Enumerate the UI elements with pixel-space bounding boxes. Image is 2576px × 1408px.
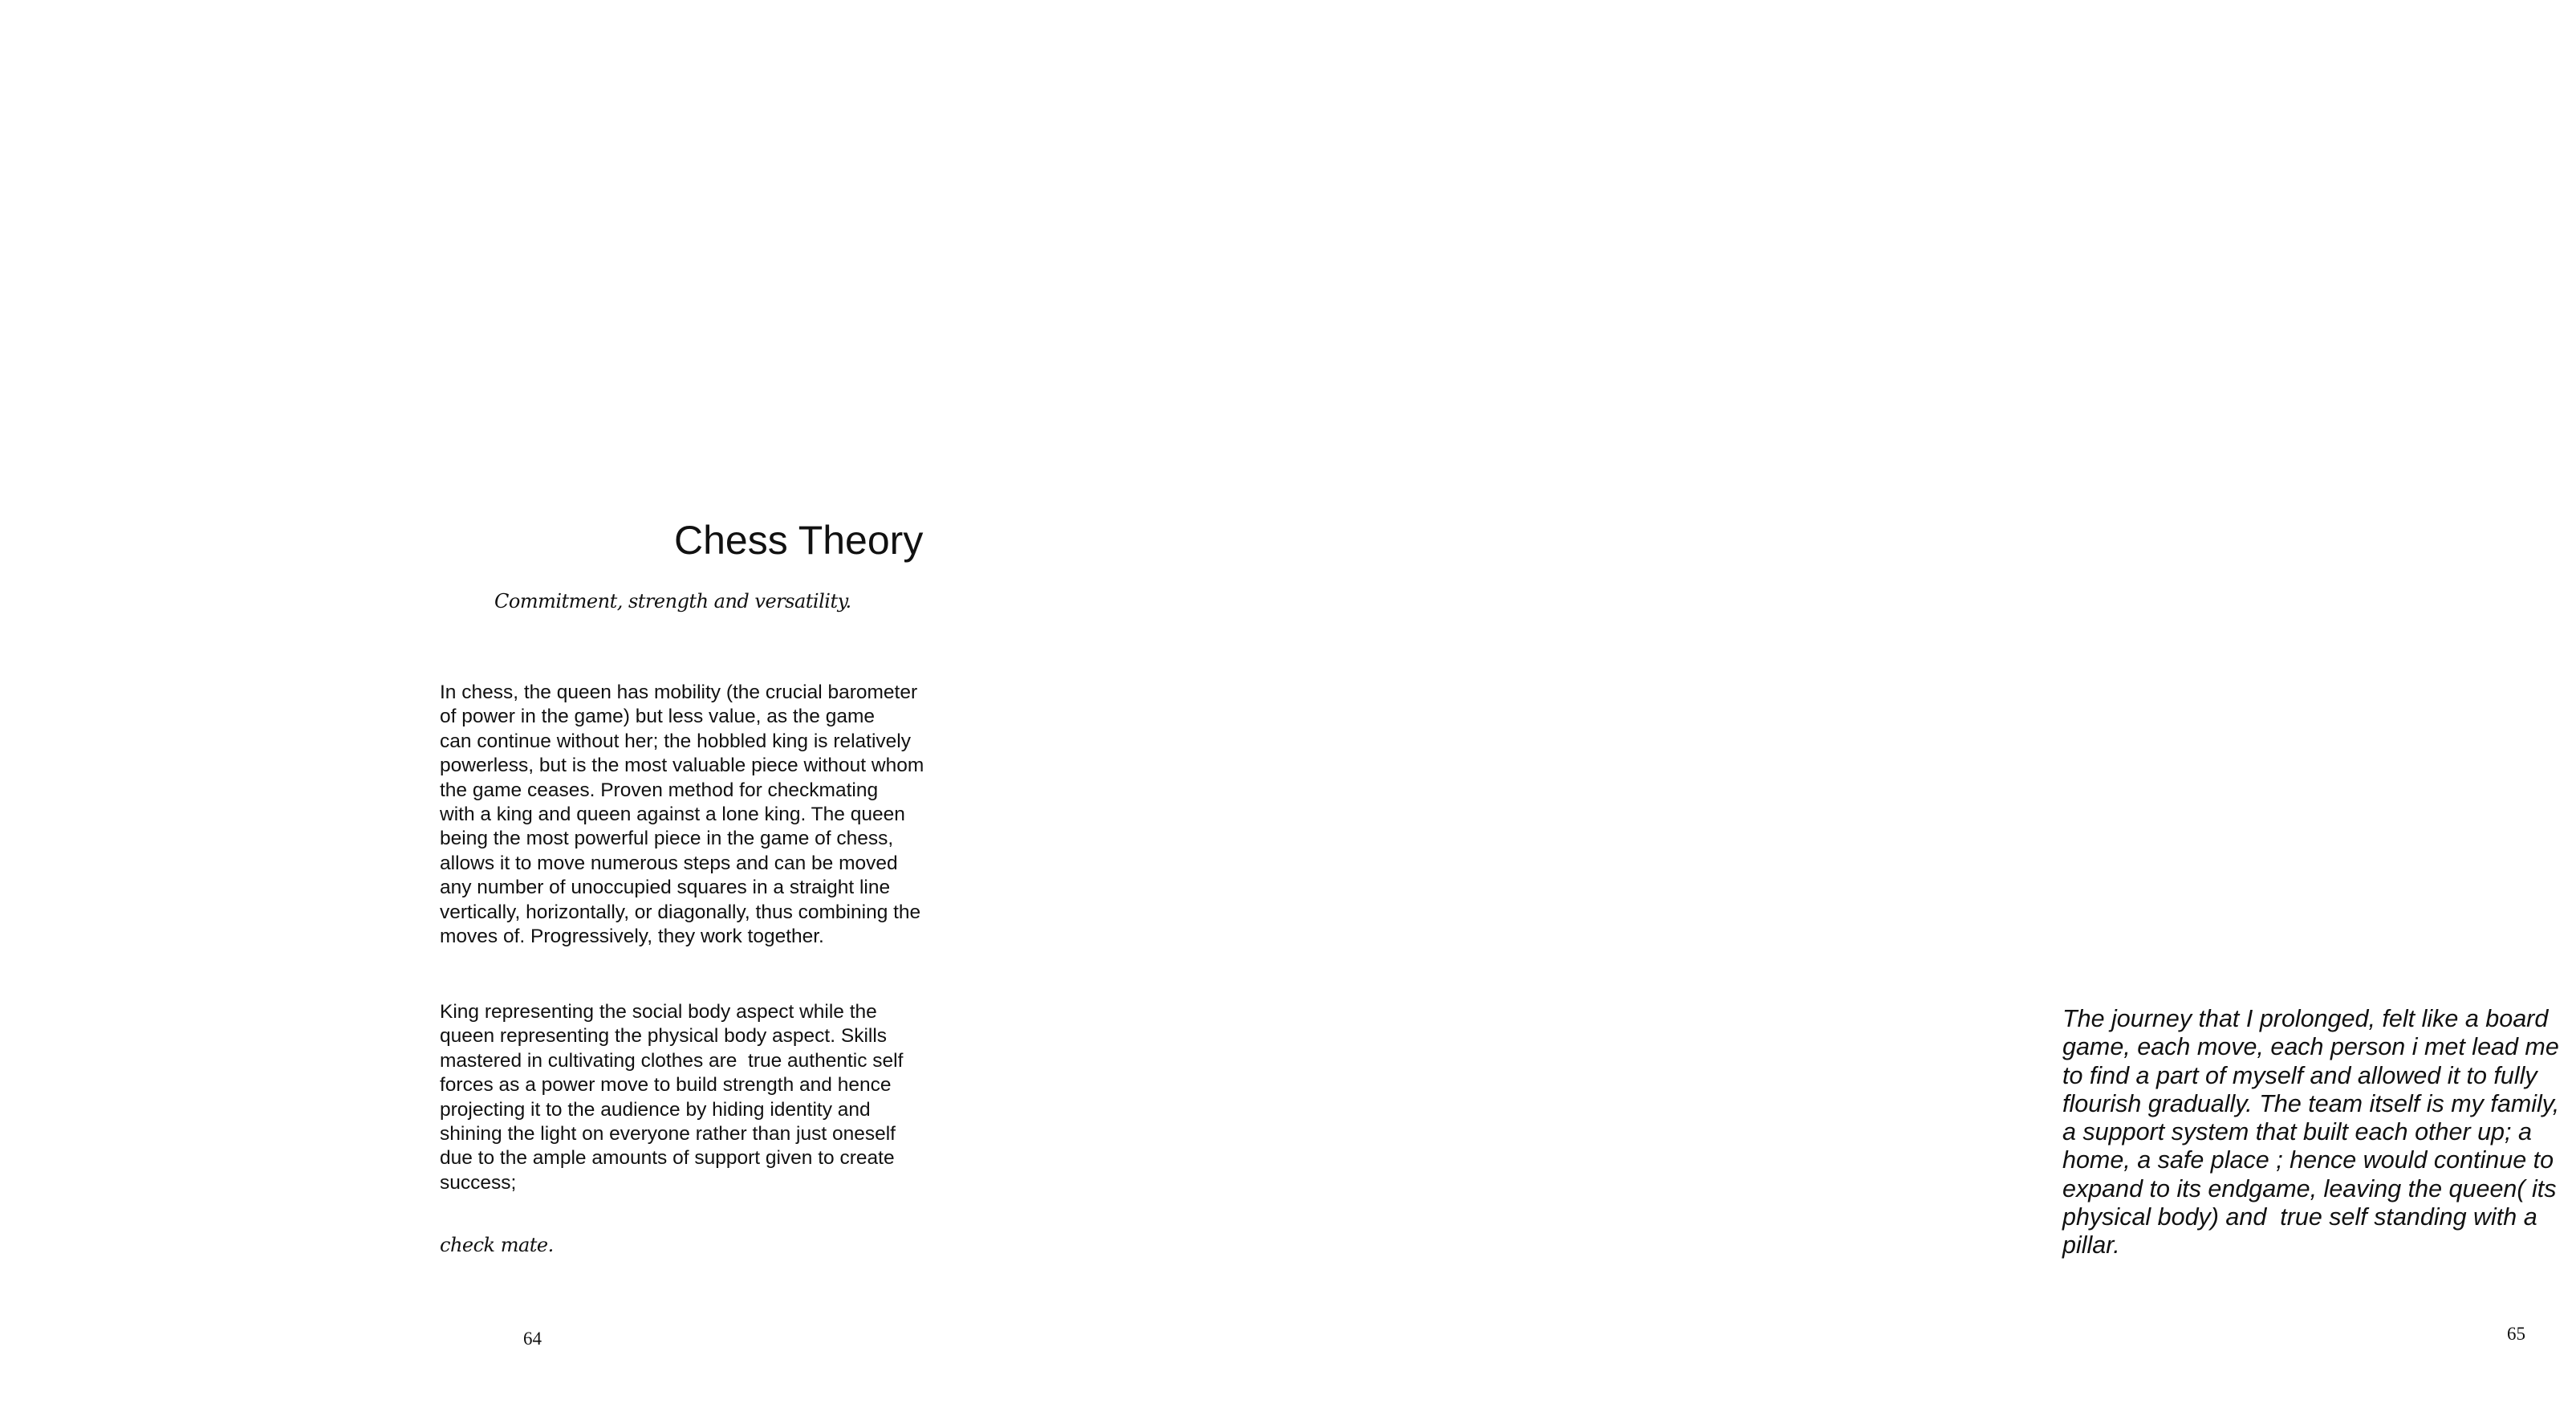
reflection-quote <box>2062 1005 2576 1260</box>
subtitle: Commitment, strength and versatility. <box>494 590 851 612</box>
text-line: In chess, the queen has mobility (the crucial barometer <box>440 682 918 703</box>
text-line: moves of. Progressively, they work together. <box>440 926 824 948</box>
right-page <box>995 0 2560 1408</box>
text-line: queen representing the physical body aspect. Skills <box>440 1025 888 1048</box>
body-paragraph-2 <box>440 1000 961 1195</box>
text-line: being the most powerful piece in the game of chess, <box>440 828 894 850</box>
quote-line: expand to its endgame, leaving the queen( its <box>2062 1174 2557 1202</box>
text-line: success; <box>440 1171 517 1194</box>
body-paragraph-1 <box>440 681 961 949</box>
signoff: check mate. <box>440 1234 554 1256</box>
left-page <box>0 0 995 1408</box>
text-line: any number of unoccupied squares in a straight line <box>440 877 891 899</box>
text-line: can continue without her; the hobbled king is relatively <box>440 730 911 752</box>
page-title: Chess Theory <box>674 518 924 563</box>
quote-line: home, a safe place ; hence would continue to <box>2062 1146 2554 1174</box>
text-line: mastered in cultivating clothes are true authentic self <box>440 1049 904 1072</box>
text-line: shining the light on everyone rather than just oneself <box>440 1123 896 1146</box>
text-line: King representing the social body aspect while the <box>440 1001 877 1023</box>
quote-line: physical body) and true self standing with a <box>2062 1203 2537 1231</box>
text-line: of power in the game) but less value, as the game <box>440 706 876 728</box>
text-line: due to the ample amounts of support given to create <box>440 1147 895 1170</box>
quote-line: a support system that built each other up; a <box>2062 1118 2532 1146</box>
text-line: powerless, but is the most valuable piece without whom <box>440 755 924 777</box>
text-line: the game ceases. Proven method for checkmating <box>440 779 879 801</box>
page-number: 65 <box>2507 1324 2525 1344</box>
quote-line: flourish gradually. The team itself is my family, <box>2062 1089 2560 1117</box>
quote-line: game, each move, each person i met lead me <box>2062 1033 2559 1061</box>
text-line: vertically, horizontally, or diagonally, thus combining the <box>440 901 921 923</box>
quote-line: to find a part of myself and allowed it to fully <box>2062 1061 2537 1089</box>
text-line: with a king and queen against a lone king. The queen <box>440 804 905 826</box>
page-number: 64 <box>523 1329 542 1349</box>
text-line: projecting it to the audience by hiding identity and <box>440 1098 871 1121</box>
quote-line: The journey that I prolonged, felt like a board <box>2062 1005 2549 1032</box>
quote-line: pillar. <box>2062 1231 2120 1259</box>
text-line: forces as a power move to build strength and hence <box>440 1074 892 1097</box>
text-line: allows it to move numerous steps and can be moved <box>440 852 898 874</box>
